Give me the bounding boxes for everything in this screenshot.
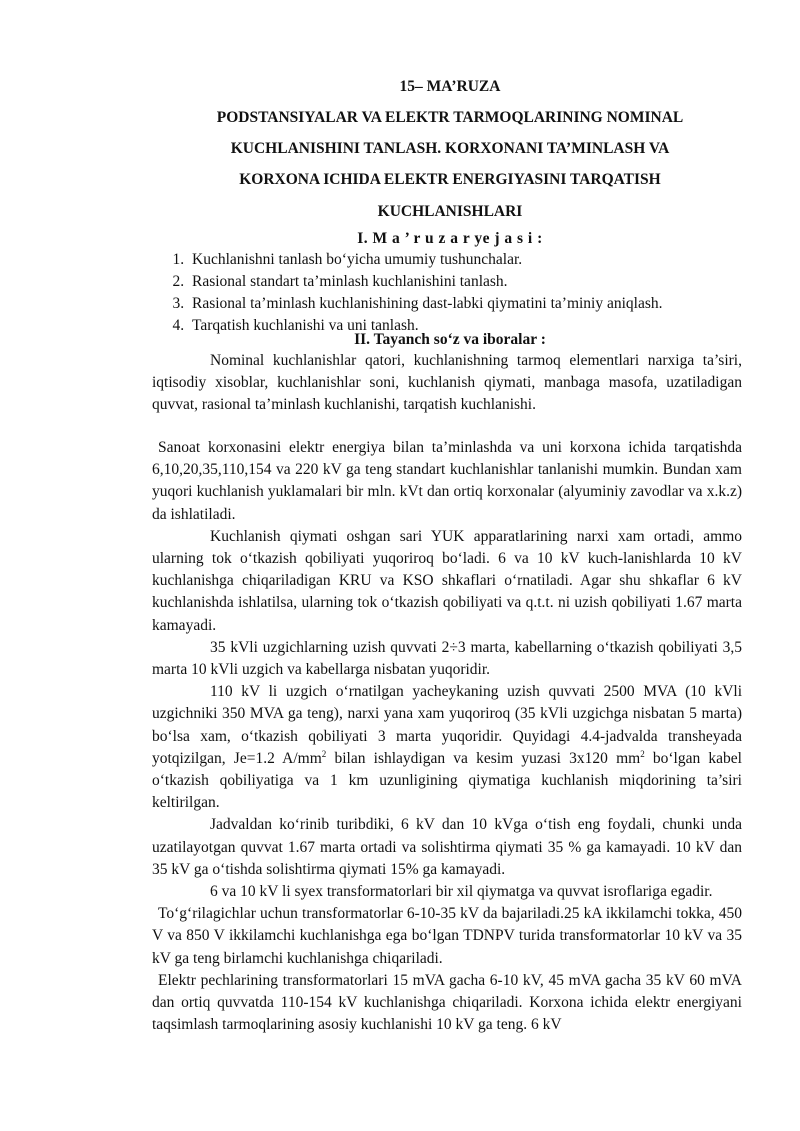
plan-item: 3. Rasional ta’minlash kuchlanishining dast-labki qiymatini ta’miniy aniqlash. xyxy=(188,293,768,315)
paragraph: Jadvaldan ko‘rinib turibdiki, 6 kV dan 10 kVga o‘tish eng foydali, chunki unda uzatilayotgan quvvat 1.67 marta ortadi va solishtirma qiymati 35 % ga kamayadi. 10 kV dan 35 kV ga o‘tishda solishtirma qiymati 15% ga kamayadi. xyxy=(152,816,742,878)
paragraph: 35 kVli uzgichlarning uzish quvvati 2÷3 marta, kabellarning o‘tkazish qobiliyati 3,5 marta 10 kVli uzgich va kabellarga nisbatan yuqoridir. xyxy=(152,638,742,679)
title-line-3: KORXONA ICHIDA ELEKTR ENERGIYASINI TARQATISH xyxy=(239,171,661,188)
lecture-number: 15– MA’RUZA xyxy=(399,78,501,95)
keywords-heading: II. Tayanch so‘z va iboralar : xyxy=(354,331,546,348)
keywords-text: Nominal kuchlanishlar qatori, kuchlanishning tarmoq elementlari narxiga ta’siri, iqtisodiy xisoblar, kuchlanishlar soni, kuchlanish qiymati, manbaga masofa, uzatiladigan quvvat, rasional ta’minlash kuchlanishi, tarqatish kuchlanishi. xyxy=(152,352,742,414)
body-text xyxy=(152,437,742,1036)
paragraph: To‘g‘rilagichlar uchun transformatorlar 6-10-35 kV da bajariladi.25 kA ikkilamchi tokka, 450 V va 850 V ikkilamchi kuchlanishga ega bo‘lgan TDNPV turida transformatorlar 10 kV va 35 kV ga teng birlamchi kuchlanishga chiqariladi. xyxy=(152,905,742,967)
paragraph: Elektr pechlarining transformatorlari 15 mVA gacha 6-10 kV, 45 mVA gacha 35 kV 60 mVA dan ortiq quvvatda 110-154 kV kuchlanishga chiqariladi. Korxona ichida elektr energiyani taqsimlash tarmoqlarining asosiy kuchlanishi 10 kV ga teng. 6 kV xyxy=(152,971,742,1034)
plan-item: 2. Rasional standart ta’minlash kuchlanishini tanlash. xyxy=(188,271,768,293)
plan-heading: I. M a ’ r u z a r ye j a s i : xyxy=(357,230,543,247)
title-line-1: PODSTANSIYALAR VA ELEKTR TARMOQLARINING NOMINAL xyxy=(216,109,684,126)
paragraph: 110 kV li uzgich o‘rnatilgan yacheykaning uzish quvvati 2500 MVA (10 kVli uzgichniki 350 MVA ga teng), narxi yana xam yuqoriroq (35 kVli uzgichga nisbatan 5 marta) bo‘lsa xam, o‘tkazish qobiliyati 3 marta yuqoridir. Quyidagi 4.4-jadvalda transheyada yotqizilgan, Je=1.2 $A/mm^2$ bilan ishlaydigan va kesim yuzasi 3x120 $mm^2$ bo‘lgan kabel o‘tkazish qobiliyatiga va 1 km uzunligining qiymatiga kuchlanish miqdorining ta’siri keltirilgan. xyxy=(152,683,742,812)
paragraph: Sanoat korxonasini elektr energiya bilan ta’minlashda va uni korxona ichida tarqatishda 6,10,20,35,110,154 va 220 kV ga teng standart kuchlanishlar tanlanishi mumkin. Bundan xam yuqori kuchlanish yuklamalari bir mln. kVt dan ortiq korxonalar (alyuminiy zavodlar va x.k.z) da ishlatiladi. xyxy=(152,439,742,523)
plan-item: 4. Tarqatish kuchlanishi va uni tanlash. xyxy=(188,315,768,337)
paragraph: 6 va 10 kV li syex transformatorlari bir xil qiymatga va quvvat isroflariga egadir. xyxy=(210,883,713,901)
plan-list xyxy=(160,249,768,337)
plan-item: 1. Kuchlanishni tanlash bo‘yicha umumiy tushunchalar. xyxy=(188,249,768,271)
title-line-4: KUCHLANISHLARI xyxy=(377,203,523,220)
title-line-2: KUCHLANISHINI TANLASH. KORXONANI TA’MINLASH VA xyxy=(230,140,670,157)
paragraph: Kuchlanish qiymati oshgan sari YUK apparatlarining narxi xam ortadi, ammo ularning tok o‘tkazish qobiliyati yuqoriroq bo‘ladi. 6 va 10 kV kuch-lanishlarda 10 kV kuchlanishga chiqariladigan KRU va KSO shkaflari o‘rnatiladi. Agar shu shkaflar 6 kV kuchlanishda ishlatilsa, ularning tok o‘tkazish qobiliyati va q.t.t. ni uzish qobiliyati 1.67 marta kamayadi. xyxy=(152,527,742,634)
